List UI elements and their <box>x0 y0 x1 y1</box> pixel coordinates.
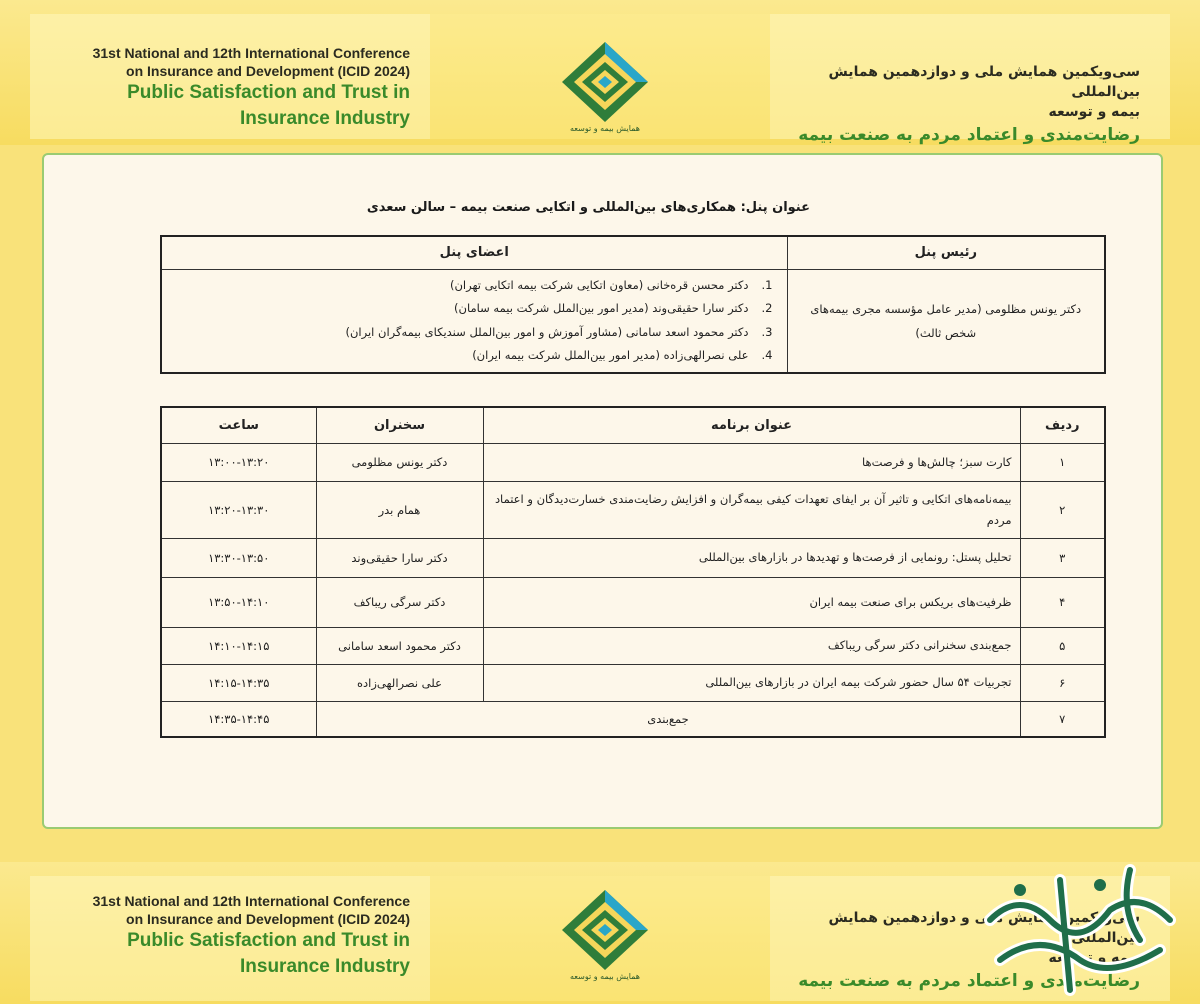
table-row: ۵ جمع‌بندی سخنرانی دکتر سرگی ریباکف دکتر محمود اسعد سامانی ۱۴:۱۰-۱۴:۱۵ <box>161 627 1105 664</box>
table-row: ۶ تجربیات ۵۴ سال حضور شرکت بیمه ایران در بازارهای بین‌المللی علی نصرالهی‌زاده ۱۴:۱۵-۱۴:۳۵ <box>161 664 1105 701</box>
table-row: ۷ جمع‌بندی ۱۴:۳۵-۱۴:۴۵ <box>161 701 1105 737</box>
panel-chair: دکتر یونس مظلومی (مدیر عامل مؤسسه مجری بیمه‌های شخص ثالث) <box>787 269 1105 373</box>
list-item: 2.دکتر سارا حقیقی‌وند (مدیر امور بین‌الملل شرکت بیمه سامان) <box>454 301 773 315</box>
conference-header <box>0 0 1200 145</box>
panel-info-table <box>160 235 1106 374</box>
list-item: 1.دکتر محسن قره‌خانی (معاون اتکایی شرکت بیمه اتکایی تهران) <box>450 277 773 292</box>
footer-english-title: 31st National and 12th International Conference on Insurance and Development (ICID 2024) Public Satisfaction and Trust in Insurance Industry <box>92 893 410 977</box>
header-persian-title: سی‌ویکمین همایش ملی و دوازدهمین همایش بین‌المللی بیمه و توسعه رضایت‌مندی و اعتماد مردم به صنعت بیمه <box>798 64 1140 145</box>
panel-members <box>161 269 787 373</box>
table-row: ۳ تحلیل پستل: رونمایی از فرصت‌ها و تهدیدها در بازارهای بین‌المللی دکتر سارا حقیقی‌وند ۱۳:۳۰-۱۳:۵۰ <box>161 538 1105 577</box>
header-english-title: 31st National and 12th International Conference on Insurance and Development (ICID 2024) Public Satisfaction and Trust in Insurance Industry <box>92 45 410 129</box>
footer-conference-logo: همایش بیمه و توسعه <box>560 888 650 988</box>
members-header: اعضای پنل <box>161 236 787 269</box>
table-row: ۲ بیمه‌نامه‌های اتکایی و تاثیر آن بر ایفای تعهدات کیفی بیمه‌گران و افزایش رضایت‌مندی خسارت‌دیدگان و اعتماد مردم همام بدر ۱۳:۲۰-۱۳:۳۰ <box>161 481 1105 538</box>
schedule-header-row: ردیف عنوان برنامه سخنران ساعت <box>161 407 1105 443</box>
table-row: ۴ ظرفیت‌های بریکس برای صنعت بیمه ایران دکتر سرگی ریباکف ۱۳:۵۰-۱۴:۱۰ <box>161 577 1105 627</box>
conference-logo: همایش بیمه و توسعه <box>560 40 650 140</box>
panel-info-row <box>161 269 1105 373</box>
list-item: 3.دکتر محمود اسعد سامانی (مشاور آموزش و امور بین‌الملل سندیکای بیمه‌گران ایران) <box>345 324 773 339</box>
schedule-table <box>160 406 1106 738</box>
watermark-logo <box>960 850 1200 1004</box>
table-row: ۱ کارت سبز؛ چالش‌ها و فرصت‌ها دکتر یونس مظلومی ۱۳:۰۰-۱۳:۲۰ <box>161 443 1105 481</box>
panel-info-header-row <box>161 236 1105 269</box>
footer-persian-title: سی‌ویکمین همایش ملی و دوازدهمین همایش بین‌المللی بیمه و توسعه رضایت‌مندی و اعتماد مردم به صنعت بیمه <box>798 910 1140 991</box>
panel-title: عنوان پنل: همکاری‌های بین‌المللی و اتکایی صنعت بیمه – سالن سعدی <box>366 200 810 215</box>
list-item: 4.علی نصرالهی‌زاده (مدیر امور بین‌الملل شرکت بیمه ایران) <box>472 348 773 362</box>
chair-header: رئیس پنل <box>787 236 1105 269</box>
